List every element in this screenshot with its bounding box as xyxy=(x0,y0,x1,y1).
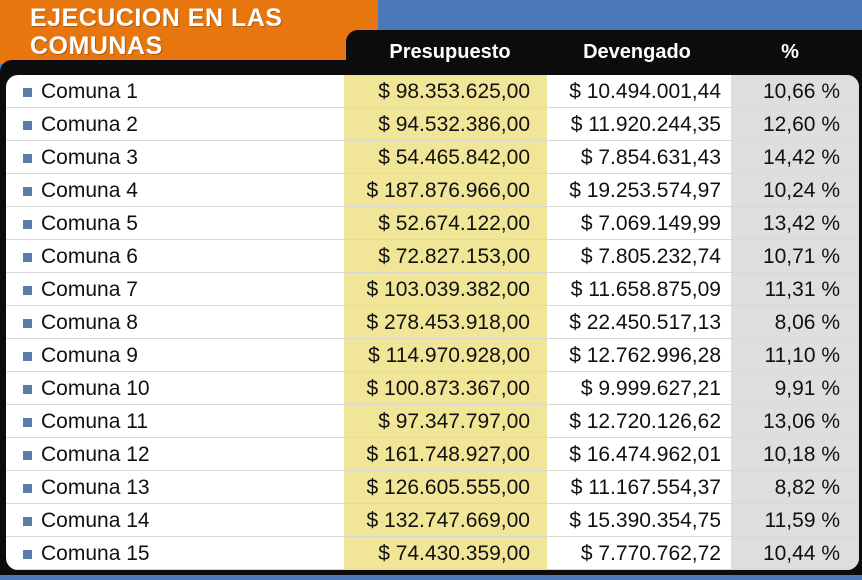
devengado-value: $ 16.474.962,01 xyxy=(569,443,721,466)
square-bullet-icon xyxy=(23,319,32,328)
pct-value: 13,42 % xyxy=(762,212,840,235)
table-title xyxy=(30,4,282,60)
data-table xyxy=(6,75,859,570)
square-bullet-icon xyxy=(23,187,32,196)
table-row xyxy=(6,108,859,141)
devengado-value: $ 9.999.627,21 xyxy=(580,377,721,400)
header-devengado: Devengado xyxy=(583,41,691,63)
presupuesto-value: $ 72.827.153,00 xyxy=(378,245,530,268)
table-row xyxy=(6,207,859,240)
square-bullet-icon xyxy=(23,352,32,361)
presupuesto-value: $ 132.747.669,00 xyxy=(366,509,530,532)
table-row xyxy=(6,141,859,174)
title-line-2: COMUNAS xyxy=(30,32,163,60)
comuna-name: Comuna 13 xyxy=(41,476,150,499)
comuna-name: Comuna 15 xyxy=(41,542,150,565)
presupuesto-value: $ 187.876.966,00 xyxy=(366,179,530,202)
square-bullet-icon xyxy=(23,154,32,163)
square-bullet-icon xyxy=(23,550,32,559)
table-row xyxy=(6,174,859,207)
square-bullet-icon xyxy=(23,121,32,130)
comuna-name: Comuna 9 xyxy=(41,344,138,367)
presupuesto-value: $ 74.430.359,00 xyxy=(378,542,530,565)
table-row xyxy=(6,405,859,438)
presupuesto-value: $ 100.873.367,00 xyxy=(366,377,530,400)
comuna-name: Comuna 5 xyxy=(41,212,138,235)
pct-value: 11,31 % xyxy=(764,278,840,301)
table-row xyxy=(6,240,859,273)
comuna-name: Comuna 1 xyxy=(41,80,138,103)
title-line-1: EJECUCION EN LAS xyxy=(30,4,283,32)
table-row xyxy=(6,339,859,372)
table-row xyxy=(6,438,859,471)
pct-value: 11,10 % xyxy=(764,344,840,367)
table-row xyxy=(6,504,859,537)
devengado-value: $ 11.658.875,09 xyxy=(570,278,721,301)
table-row xyxy=(6,471,859,504)
square-bullet-icon xyxy=(23,451,32,460)
presupuesto-value: $ 126.605.555,00 xyxy=(366,476,530,499)
presupuesto-value: $ 114.970.928,00 xyxy=(368,344,530,367)
presupuesto-value: $ 94.532.386,00 xyxy=(378,113,530,136)
devengado-value: $ 7.805.232,74 xyxy=(580,245,721,268)
comuna-name: Comuna 12 xyxy=(41,443,150,466)
devengado-value: $ 22.450.517,13 xyxy=(569,311,721,334)
table-row xyxy=(6,273,859,306)
comuna-name: Comuna 11 xyxy=(41,410,149,433)
pct-value: 12,60 % xyxy=(762,113,840,136)
devengado-value: $ 7.854.631,43 xyxy=(580,146,721,169)
comuna-name: Comuna 6 xyxy=(41,245,138,268)
comuna-name: Comuna 8 xyxy=(41,311,138,334)
presupuesto-value: $ 278.453.918,00 xyxy=(366,311,530,334)
header-pct: % xyxy=(781,41,799,63)
devengado-value: $ 7.069.149,99 xyxy=(580,212,721,235)
presupuesto-value: $ 161.748.927,00 xyxy=(366,443,530,466)
table-row xyxy=(6,306,859,339)
devengado-value: $ 12.720.126,62 xyxy=(569,410,721,433)
table-row xyxy=(6,372,859,405)
comuna-name: Comuna 2 xyxy=(41,113,138,136)
pct-value: 10,24 % xyxy=(762,179,840,202)
square-bullet-icon xyxy=(23,484,32,493)
table-row xyxy=(6,537,859,570)
devengado-value: $ 15.390.354,75 xyxy=(569,509,721,532)
square-bullet-icon xyxy=(23,88,32,97)
comuna-name: Comuna 14 xyxy=(41,509,150,532)
pct-value: 9,91 % xyxy=(774,377,840,400)
devengado-value: $ 7.770.762,72 xyxy=(580,542,721,565)
square-bullet-icon xyxy=(23,517,32,526)
presupuesto-value: $ 103.039.382,00 xyxy=(366,278,530,301)
pct-value: 11,59 % xyxy=(764,509,840,532)
devengado-value: $ 10.494.001,44 xyxy=(569,80,721,103)
pct-value: 10,66 % xyxy=(762,80,840,103)
pct-value: 14,42 % xyxy=(762,146,840,169)
pct-value: 10,71 % xyxy=(762,245,840,268)
table-row xyxy=(6,75,859,108)
devengado-value: $ 11.167.554,37 xyxy=(570,476,721,499)
presupuesto-value: $ 54.465.842,00 xyxy=(378,146,530,169)
comuna-name: Comuna 10 xyxy=(41,377,150,400)
title-block xyxy=(0,0,378,64)
pct-value: 10,44 % xyxy=(762,542,840,565)
square-bullet-icon xyxy=(23,220,32,229)
comuna-name: Comuna 3 xyxy=(41,146,138,169)
devengado-value: $ 12.762.996,28 xyxy=(569,344,721,367)
presupuesto-value: $ 98.353.625,00 xyxy=(378,80,530,103)
square-bullet-icon xyxy=(23,418,32,427)
comuna-name: Comuna 4 xyxy=(41,179,138,202)
header-presupuesto: Presupuesto xyxy=(389,41,511,63)
presupuesto-value: $ 97.347.797,00 xyxy=(378,410,530,433)
square-bullet-icon xyxy=(23,286,32,295)
pct-value: 13,06 % xyxy=(762,410,840,433)
pct-value: 10,18 % xyxy=(762,443,840,466)
square-bullet-icon xyxy=(23,385,32,394)
pct-value: 8,82 % xyxy=(774,476,840,499)
square-bullet-icon xyxy=(23,253,32,262)
comuna-name: Comuna 7 xyxy=(41,278,138,301)
pct-value: 8,06 % xyxy=(774,311,840,334)
devengado-value: $ 11.920.244,35 xyxy=(570,113,721,136)
presupuesto-value: $ 52.674.122,00 xyxy=(378,212,530,235)
devengado-value: $ 19.253.574,97 xyxy=(569,179,721,202)
